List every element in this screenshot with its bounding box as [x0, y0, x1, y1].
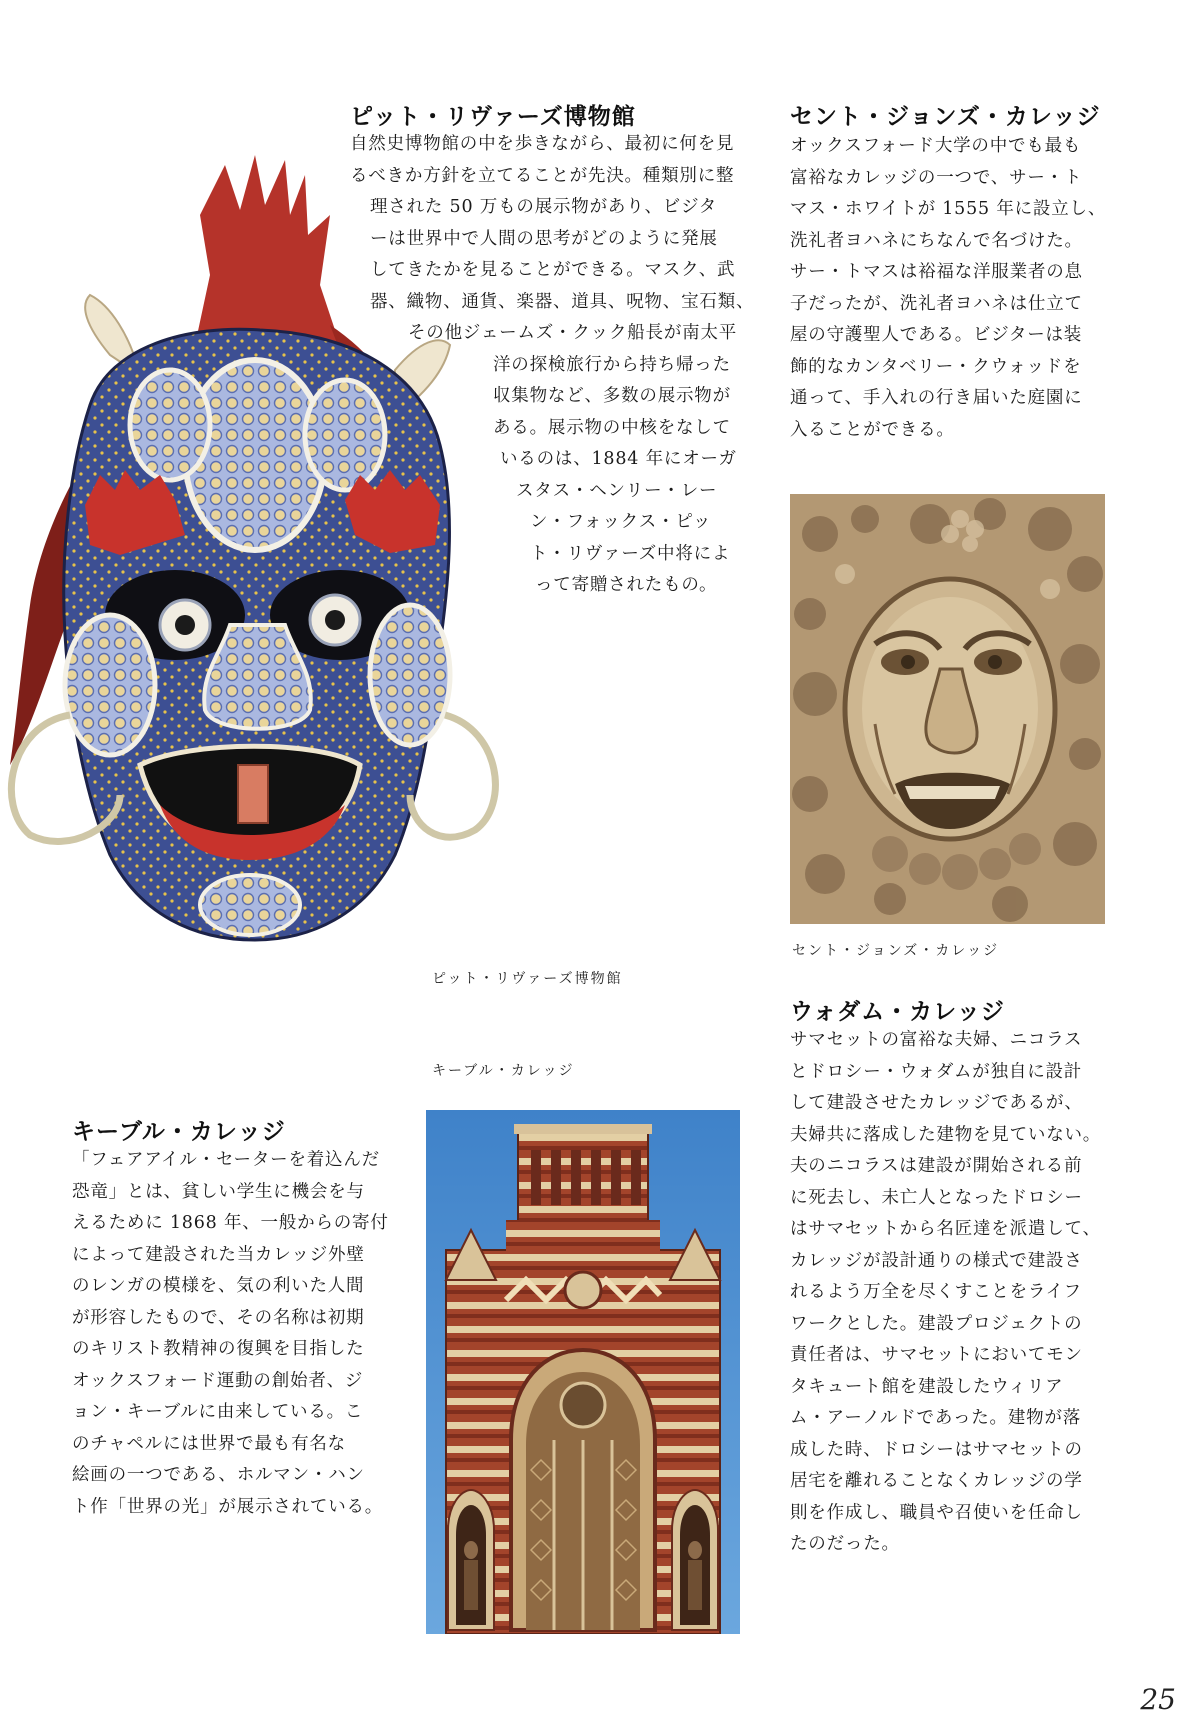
keble-line: のチャペルには世界で最も有名な [72, 1433, 346, 1454]
st-johns-line: 洗礼者ヨハネにちなんで名づけた。 [790, 230, 1083, 251]
keble-line: 「フェアアイル・セーターを着込んだ [72, 1150, 380, 1170]
st-johns-body [790, 131, 1120, 446]
wadham-heading: ウォダム・カレッジ [790, 999, 1005, 1025]
wadham-line: 責任者は、サマセットにおいてモン [790, 1345, 1083, 1365]
page-number: 25 [1140, 1683, 1176, 1716]
pitt-rivers-line: って寄贈されたもの。 [535, 575, 718, 595]
st-johns-line: サー・トマスは裕福な洋服業者の息 [790, 262, 1083, 282]
keble-line: えるために 1868 年、一般からの寄付 [72, 1213, 389, 1233]
pitt-rivers-heading: ピット・リヴァーズ博物館 [350, 104, 636, 130]
keble-line: 絵画の一つである、ホルマン・ハン [72, 1465, 365, 1485]
wadham-line: サマセットの富裕な夫婦、ニコラス [790, 1030, 1083, 1050]
wadham-line: 夫婦共に落成した建物を見ていない。 [790, 1124, 1102, 1145]
wadham-line: とドロシー・ウォダムが独自に設計 [790, 1061, 1083, 1082]
wadham-line: 居宅を離れることなくカレッジの学 [790, 1471, 1083, 1491]
pitt-rivers-body [350, 129, 755, 602]
wadham-line: 成した時、ドロシーはサマセットの [790, 1439, 1083, 1460]
wadham-line: たのだった。 [790, 1534, 900, 1554]
keble-line: ト作「世界の光」が展示されている。 [72, 1496, 384, 1517]
pitt-rivers-line: 自然史博物館の中を歩きながら、最初に何を見 [350, 134, 735, 154]
pitt-rivers-line: してきたかを見ることができる。マスク、武 [370, 260, 736, 280]
wadham-body [790, 1025, 1120, 1561]
keble-line: が形容したもので、その名称は初期 [72, 1307, 365, 1328]
keble-line: ョン・キーブルに由来している。こ [72, 1402, 364, 1422]
keble-body [72, 1145, 402, 1523]
pitt-rivers-line: ン・フォックス・ピッ [530, 512, 712, 532]
st-johns-line: 飾的なカンタベリー・クウォッドを [790, 356, 1082, 377]
wadham-line: カレッジが設計通りの様式で建設さ [790, 1250, 1083, 1271]
pitt-rivers-line: ト・リヴァーズ中将によ [530, 543, 731, 564]
st-johns-line: 通って、手入れの行き届いた庭園に [790, 388, 1083, 408]
pitt-rivers-line: その他ジェームズ・クック船長が南太平 [408, 323, 738, 343]
pitt-rivers-line: 理された 50 万もの展示物があり、ビジタ [370, 197, 717, 217]
st-johns-caption: セント・ジョンズ・カレッジ [792, 943, 1000, 959]
pitt-rivers-line: いるのは、1884 年にオーガ [500, 449, 737, 469]
wadham-line: ワークとした。建設プロジェクトの [790, 1313, 1083, 1334]
pitt-rivers-line: 収集物など、多数の展示物が [493, 386, 731, 406]
keble-chapel-photo [426, 1110, 740, 1634]
st-johns-line: 入ることができる。 [790, 419, 955, 440]
wadham-line: ム・アーノルドであった。建物が落 [790, 1408, 1082, 1428]
keble-line: のレンガの模様を、気の利いた人間 [72, 1276, 365, 1296]
keble-line: オックスフォード運動の創始者、ジ [72, 1370, 364, 1391]
wadham-line: に死去し、未亡人となったドロシー [790, 1187, 1083, 1208]
wadham-line: はサマセットから名匠達を派遣して、 [790, 1219, 1101, 1239]
pitt-rivers-line: 洋の探検旅行から持ち帰った [493, 354, 731, 375]
pitt-rivers-line: ーは世界中で人間の思考がどのように発展 [370, 228, 718, 249]
wadham-line: タキュート館を建設したウィリア [790, 1376, 1064, 1397]
st-johns-line: オックスフォード大学の中でも最も [790, 136, 1082, 156]
wadham-line: れるよう万全を尽くすことをライフ [790, 1282, 1082, 1302]
pitt-rivers-line: スタス・ヘンリー・レー [516, 480, 718, 501]
pitt-rivers-line: 器、織物、通貨、楽器、道具、呪物、宝石類、 [370, 291, 755, 312]
pitt-rivers-caption: ピット・リヴァーズ博物館 [432, 971, 623, 987]
keble-line: のキリスト教精神の復興を目指した [72, 1339, 365, 1359]
pitt-rivers-line: るべきか方針を立てることが先決。種類別に整 [350, 165, 735, 186]
wadham-line: 夫のニコラスは建設が開始される前 [790, 1156, 1083, 1176]
st-johns-line: 子だったが、洗礼者ヨハネは仕立て [790, 293, 1083, 314]
pitt-rivers-line: ある。展示物の中核をなして [493, 417, 731, 438]
st-johns-heading: セント・ジョンズ・カレッジ [790, 104, 1101, 130]
st-johns-line: マス・ホワイトが 1555 年に設立し、 [790, 199, 1107, 219]
wadham-line: して建設させたカレッジであるが、 [790, 1093, 1083, 1113]
keble-caption: キーブル・カレッジ [432, 1063, 575, 1079]
wadham-line: 則を作成し、職員や召使いを任命し [790, 1502, 1083, 1523]
keble-line: 恐竜」とは、貧しい学生に機会を与 [72, 1181, 365, 1202]
keble-line: によって建設された当カレッジ外壁 [72, 1244, 365, 1265]
st-johns-carving-photo [790, 494, 1105, 924]
keble-heading: キーブル・カレッジ [72, 1119, 286, 1145]
st-johns-line: 屋の守護聖人である。ビジターは装 [790, 325, 1083, 345]
st-johns-line: 富裕なカレッジの一つで、サー・ト [790, 167, 1083, 188]
